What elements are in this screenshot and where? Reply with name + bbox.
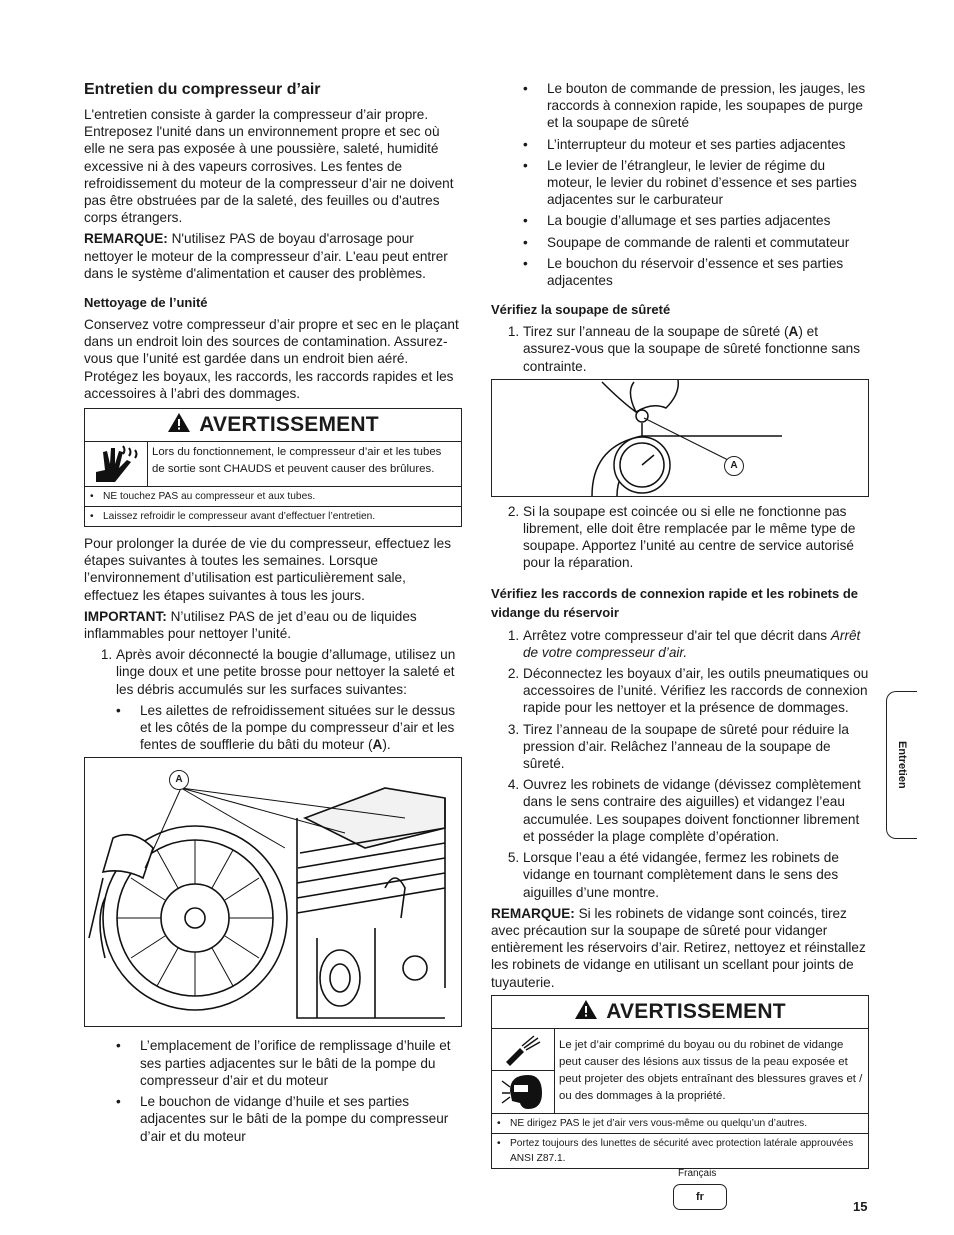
step-item: 3. Tirez l’anneau de la soupape de sûreté pour réduire la pression d’air. Relâchez l’anneau de la soupape de sûreté. <box>523 721 869 773</box>
bullet-item: • Le bouchon du réservoir d’essence et ses parties adjacentes <box>547 255 869 289</box>
safety-valve-figure <box>491 379 869 497</box>
weekly-paragraph: Pour prolonger la durée de vie du compresseur, effectuez les étapes suivantes à toutes les semaines. Lorsque l’environnement d’utilisation est particulièrement sale, effectuez les étapes suivantes à tous les jours. <box>84 536 451 603</box>
hot-surface-hand-icon <box>85 442 148 486</box>
cleaning-paragraph: Conservez votre compresseur d’air propre et sec en le plaçant dans un endroit loin des sources de contamination. Assurez-vous que l’unité est gardée dans un endroit bien aéré. Protégez les boyaux, les raccords, les raccords rapides et les accessoires à l’abri des dommages. <box>84 317 459 401</box>
step-item <box>523 627 869 661</box>
warning-header <box>492 996 868 1029</box>
step-item: 5. Lorsque l’eau a été vidangée, fermez les robinets de vidange en tournant complètement dans le sens des aiguilles d’une montre. <box>523 849 869 901</box>
eye-protection-icon <box>492 1071 554 1113</box>
warning-item: • Laissez refroidir le compresseur avant d’effectuer l’entretien. <box>85 506 461 526</box>
important-label: IMPORTANT: <box>84 608 167 624</box>
step-item <box>523 323 869 375</box>
cleaning-steps <box>84 646 462 698</box>
note-label: REMARQUE: <box>491 905 575 921</box>
left-column <box>84 80 462 1149</box>
step-item: 2. Déconnectez les boyaux d’air, les outils pneumatiques ou accessoires de l’unité. Vérifiez les raccords de connexion rapide pour les nettoyer et la présence de dommages. <box>523 665 869 717</box>
bullet-item: • Le levier de l’étrangleur, le levier de régime du moteur, le levier du robinet d’essence et ses parties adjacentes sur le carburateur <box>547 157 869 209</box>
figure-callout-a: A <box>724 456 744 476</box>
warning-item: • Portez toujours des lunettes de sécurité avec protection latérale approuvées ANSI Z87.1. <box>492 1133 868 1168</box>
cleaning-bullets <box>84 702 462 754</box>
warning-list <box>85 487 461 526</box>
callout-ref: A <box>788 324 799 340</box>
warning-title: AVERTISSEMENT <box>199 413 379 437</box>
sub-heading-cleaning: Nettoyage de l’unité <box>84 295 208 311</box>
warning-title: AVERTISSEMENT <box>606 1000 786 1024</box>
bullet-item: • La bougie d’allumage et ses parties adjacentes <box>547 212 869 229</box>
oil-bullets <box>84 1037 462 1144</box>
bullet-item: • Le bouton de commande de pression, les jauges, les raccords à connexion rapide, les soupapes de purge et la soupape de sûreté <box>547 80 869 132</box>
important-paragraph <box>84 608 462 642</box>
note-text: Si les robinets de vidange sont coincés, tirez avec précaution sur la soupape de sûreté pour vidanger entièrement les réservoirs d’air. Retirez, nettoyez et réinstallez les robinets de vidange en utilisant un scellant pour joints de tuyauterie. <box>491 905 866 990</box>
warning-box-hot <box>84 408 462 527</box>
side-tab-label: Entretien <box>896 741 908 789</box>
section-side-tab <box>886 691 917 839</box>
bullet-item <box>140 702 462 754</box>
step-item: 2. Si la soupape est coincée ou si elle ne fonctionne pas librement, elle doit être remplacée par le même type de soupape. Apportez l’unité au centre de service autorisé pour la réparation. <box>523 503 869 572</box>
section-heading: Entretien du compresseur d’air <box>84 81 321 98</box>
important-text: N’utilisez PAS de jet d’eau ou de liquides inflammables pour nettoyer l’unité. <box>84 608 417 642</box>
sub-heading-drain: Vérifiez les raccords de connexion rapide et les robinets de vidange du réservoir <box>491 585 859 620</box>
note-paragraph <box>491 905 869 991</box>
bullet-text: Les ailettes de refroidissement situées sur le dessus et les côtés de la pompe du compresseur d’air et les fentes de soufflerie du bâti du moteur ( <box>140 702 456 753</box>
bullet-item: • L’emplacement de l’orifice de remplissage d’huile et ses parties adjacentes sur le bâti de la pompe du compresseur d’air et du moteur <box>140 1037 462 1089</box>
right-column <box>491 80 869 1177</box>
warning-box-air-jet <box>491 995 869 1169</box>
language-code-badge: fr <box>673 1184 727 1210</box>
sub-heading-safety-valve: Vérifiez la soupape de sûreté <box>491 302 671 318</box>
note-paragraph <box>84 230 462 282</box>
intro-paragraph: L'entretien consiste à garder la compresseur d’air propre. Entreposez l'unité dans un environnement propre et sec où elle ne sera pas exposée à une poussière, saleté, humidité excessive ni à des vapeurs corrosives. Les fentes de refroidissement du moteur de la compresseur d’air ne doivent pas être obstruées par de la saleté, des feuilles ou d'autres corps étrangers. <box>84 107 454 226</box>
step-text-end: ) et assurez-vous que la soupape de sûreté fonctionne sans contrainte. <box>523 324 861 374</box>
warning-item: • NE touchez PAS au compresseur et aux tubes. <box>85 487 461 506</box>
step-text: Tirez sur l’anneau de la soupape de sûreté ( <box>523 324 789 340</box>
warning-triangle-icon <box>574 999 598 1024</box>
bullet-item: • L’interrupteur du moteur et ses parties adjacentes <box>547 136 869 153</box>
note-text: N'utilisez PAS de boyau d'arrosage pour nettoyer le moteur de la compresseur d’air. L'eau peut entrer dans le système d'alimentation et causer des problèmes. <box>84 231 448 281</box>
safety-steps <box>491 323 869 375</box>
warning-item: • NE dirigez PAS le jet d’air vers vous-même ou quelqu’un d’autres. <box>492 1114 868 1133</box>
safety-steps-cont <box>491 503 869 572</box>
step-item: 1. Après avoir déconnecté la bougie d’allumage, utilisez un linge doux et une petite brosse pour nettoyer la saleté et les débris accumulés sur les surfaces suivantes: <box>116 646 462 698</box>
figure-callout-a: A <box>169 770 189 790</box>
language-label: Français <box>678 1168 717 1179</box>
warning-list <box>492 1114 868 1168</box>
bullet-item: • Soupape de commande de ralenti et commutateur <box>547 234 869 251</box>
page-number: 15 <box>853 1199 868 1214</box>
bullet-item: • Le bouchon de vidange d’huile et ses parties adjacentes sur le bâti de la pompe du compresseur d’air et du moteur <box>140 1093 462 1145</box>
warning-triangle-icon <box>167 412 191 437</box>
right-top-bullets <box>491 80 869 289</box>
step-item: 4. Ouvrez les robinets de vidange (dévissez complètement dans le sens contraire des aiguilles) et vidangez l’eau accumulée. Les soupapes doivent fonctionner librement et posséder la plage complète d’opération. <box>523 776 869 845</box>
bullet-text-end: ). <box>382 737 391 753</box>
drain-steps <box>491 627 869 901</box>
warning-icons <box>492 1029 555 1113</box>
compressor-pump-illustration <box>85 758 462 1026</box>
warning-body <box>492 1029 868 1114</box>
callout-ref: A <box>372 737 383 753</box>
air-jet-nozzle-icon <box>492 1029 554 1072</box>
compressor-pump-figure <box>84 757 462 1027</box>
safety-valve-illustration <box>492 380 869 496</box>
warning-body <box>85 442 461 487</box>
step-text: Arrêtez votre compresseur d'air tel que décrit dans <box>523 627 831 643</box>
warning-text: Lors du fonctionnement, le compresseur d’air et les tubes de sortie sont CHAUDS et peuvent causer des brûlures. <box>152 446 442 476</box>
warning-header <box>85 409 461 442</box>
note-label: REMARQUE: <box>84 231 168 247</box>
warning-text: Le jet d’air comprimé du boyau ou du robinet de vidange peut causer des lésions aux tissus de la peau exposée et peut projeter des objets entraînant des blessures graves et / ou des dommages à la propriété. <box>559 1038 863 1102</box>
step-reference: Arrêt de votre compresseur d’air. <box>523 627 861 660</box>
